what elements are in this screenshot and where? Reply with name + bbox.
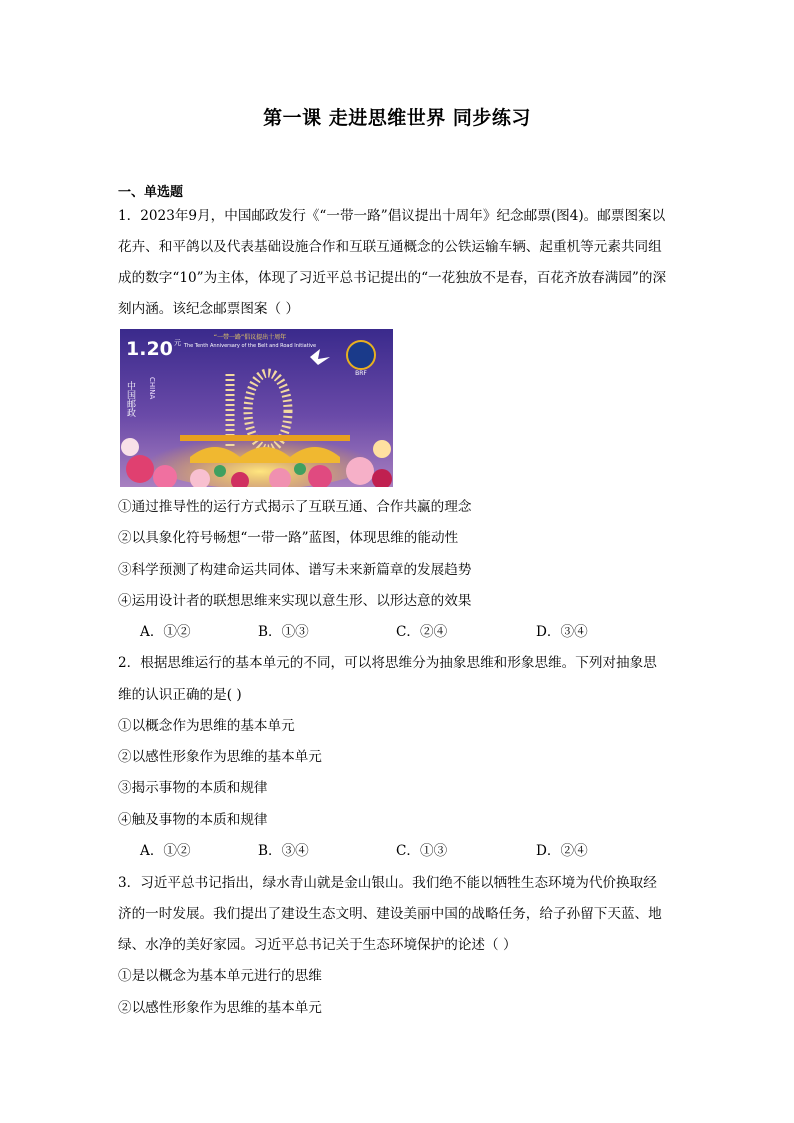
q2-line-1: 2．根据思维运行的基本单元的不同，可以将思维分为抽象思维和形象思维。下列对抽象思 bbox=[118, 655, 657, 671]
q3-option-2: ②以感性形象作为思维的基本单元 bbox=[118, 1000, 322, 1016]
q2-choice-c[interactable]: C．①③ bbox=[396, 843, 448, 859]
q2-choice-a[interactable]: A．①② bbox=[140, 843, 191, 859]
q3-line-1: 3．习近平总书记指出，绿水青山就是金山银山。我们绝不能以牺牲生态环境为代价换取经 bbox=[118, 875, 657, 891]
q1-choice-a[interactable]: A．①② bbox=[140, 624, 191, 640]
q1-option-4: ④运用设计者的联想思维来实现以意生形、以形达意的效果 bbox=[118, 593, 472, 609]
q1-line-1: 1．2023年9月，中国邮政发行《“一带一路”倡议提出十周年》纪念邮票(图4)。邮票图案以 bbox=[118, 208, 666, 224]
stamp-unit: 元 bbox=[174, 339, 181, 347]
stamp-cn-title: “一带一路”倡议提出十周年 bbox=[213, 334, 287, 341]
stamp-illustration bbox=[120, 329, 393, 487]
q3-line-3: 绿、水净的美好家园。习近平总书记关于生态环境保护的论述（ ） bbox=[118, 937, 517, 953]
q2-choice-d[interactable]: D．②④ bbox=[536, 843, 588, 859]
q2-option-4: ④触及事物的本质和规律 bbox=[118, 812, 268, 828]
q1-line-4: 刻内涵。该纪念邮票图案（ ） bbox=[118, 301, 300, 317]
q2-choice-b[interactable]: B．③④ bbox=[258, 843, 309, 859]
brf-logo-text: BRF bbox=[355, 370, 367, 377]
q2-option-1: ①以概念作为思维的基本单元 bbox=[118, 718, 295, 734]
stamp-denomination: 1.20 bbox=[126, 338, 173, 360]
q3-line-2: 济的一时发展。我们提出了建设生态文明、建设美丽中国的战略任务，给子孙留下天蓝、地 bbox=[118, 906, 662, 922]
q2-option-2: ②以感性形象作为思维的基本单元 bbox=[118, 749, 322, 765]
section-heading: 一、单选题 bbox=[118, 185, 184, 200]
q1-option-3: ③科学预测了构建命运共同体、谱写未来新篇章的发展趋势 bbox=[118, 562, 472, 578]
q2-line-2: 维的认识正确的是( ) bbox=[118, 687, 242, 703]
brf-logo-icon bbox=[347, 341, 375, 369]
commemorative-stamp-image bbox=[120, 329, 393, 487]
page-title: 第一课 走进思维世界 同步练习 bbox=[263, 107, 531, 129]
q1-option-2: ②以具象化符号畅想“一带一路”蓝图，体现思维的能动性 bbox=[118, 530, 459, 546]
q1-choice-c[interactable]: C．②④ bbox=[396, 624, 448, 640]
q2-option-3: ③揭示事物的本质和规律 bbox=[118, 780, 268, 796]
q1-line-3: 成的数字“10”为主体，体现了习近平总书记提出的“一花独放不是春，百花齐放春满园”的深 bbox=[118, 270, 667, 286]
stamp-china-text: CHINA bbox=[148, 377, 156, 400]
q1-option-1: ①通过推导性的运行方式揭示了互联互通、合作共赢的理念 bbox=[118, 499, 472, 515]
q1-choice-b[interactable]: B．①③ bbox=[258, 624, 309, 640]
stamp-post-text: 中国邮政 bbox=[125, 381, 135, 417]
stamp-en-title: The Tenth Anniversary of the Belt and Road Initiative bbox=[183, 343, 317, 349]
q1-line-2: 花卉、和平鸽以及代表基础设施合作和互联互通概念的公铁运输车辆、起重机等元素共同组 bbox=[118, 239, 662, 255]
bridge-graphic bbox=[180, 435, 350, 463]
q1-choice-d[interactable]: D．③④ bbox=[536, 624, 588, 640]
q3-option-1: ①是以概念为基本单元进行的思维 bbox=[118, 968, 322, 984]
